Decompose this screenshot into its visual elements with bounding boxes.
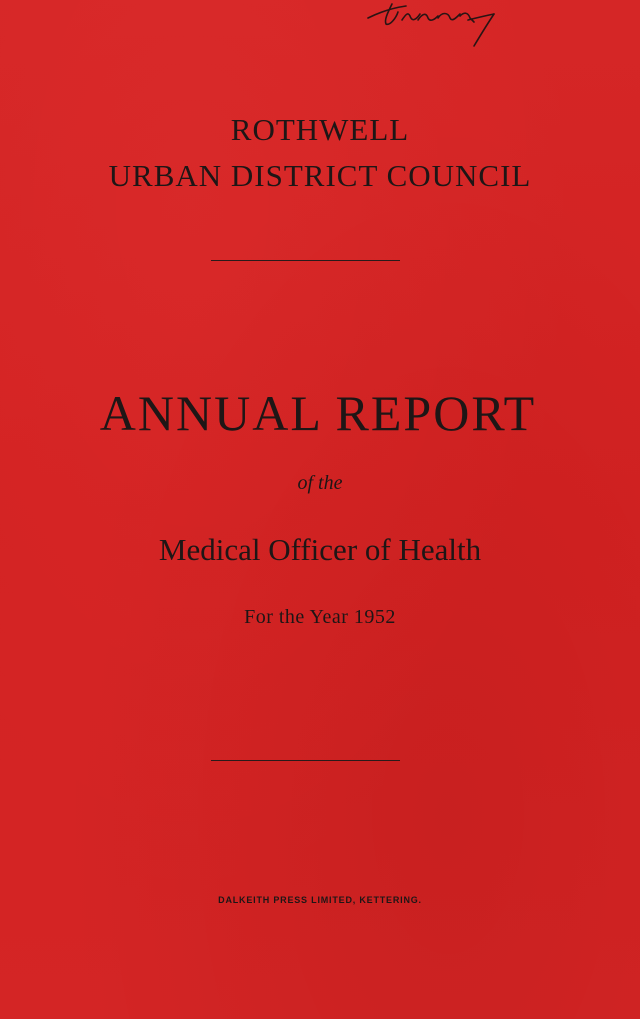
council-name-line-1: ROTHWELL xyxy=(230,112,410,147)
report-subtitle: Medical Officer of Health xyxy=(158,532,482,567)
council-name-line-2: URBAN DISTRICT COUNCIL xyxy=(108,158,532,193)
title-connector: of the xyxy=(297,472,343,494)
report-title: ANNUAL REPORT xyxy=(99,385,537,441)
divider-rule-bottom xyxy=(211,760,400,761)
printer-imprint: DALKEITH PRESS LIMITED, KETTERING. xyxy=(218,895,422,905)
handwritten-library-annotation xyxy=(362,0,502,50)
report-year: For the Year 1952 xyxy=(244,606,396,628)
divider-rule-top xyxy=(211,260,400,261)
